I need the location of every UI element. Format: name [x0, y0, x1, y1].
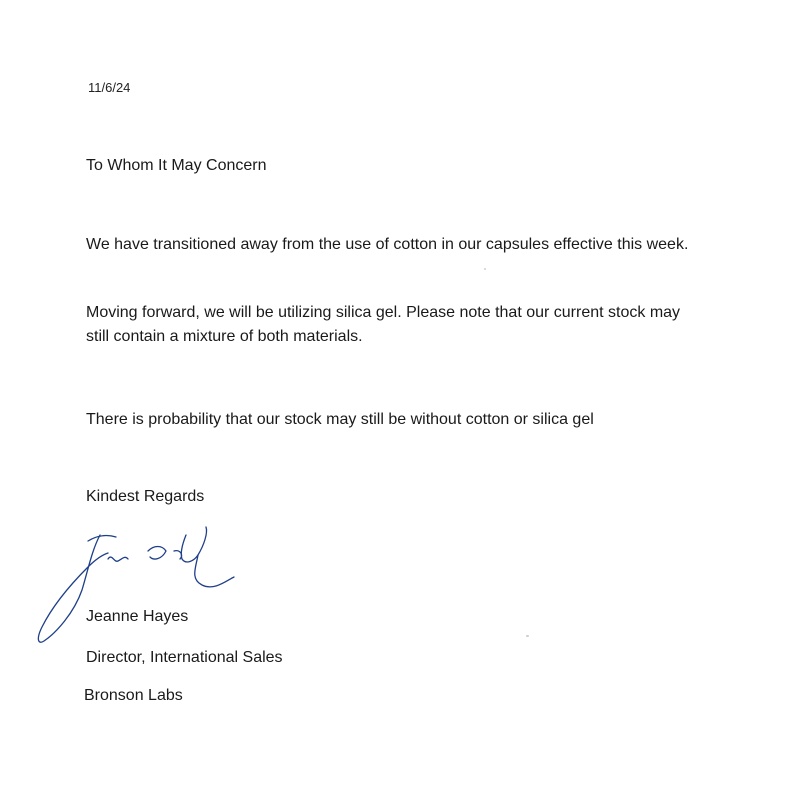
body-paragraph-2: Moving forward, we will be utilizing silica gel. Please note that our current stock may still contain a mixture of both materials.	[86, 304, 681, 345]
closing: Kindest Regards	[86, 488, 205, 505]
letter-date: 11/6/24	[88, 80, 131, 95]
signature-icon	[30, 515, 245, 650]
signer-name: Jeanne Hayes	[86, 608, 189, 625]
body-paragraph-3: There is probability that our stock may still be without cotton or silica gel	[86, 411, 594, 428]
body-paragraph-1: We have transitioned away from the use of cotton in our capsules effective this week.	[86, 236, 689, 253]
salutation: To Whom It May Concern	[86, 157, 267, 174]
scan-speck	[526, 635, 529, 637]
signer-title: Director, International Sales	[86, 649, 283, 666]
scan-speck	[484, 268, 486, 270]
company-name: Bronson Labs	[84, 687, 183, 704]
